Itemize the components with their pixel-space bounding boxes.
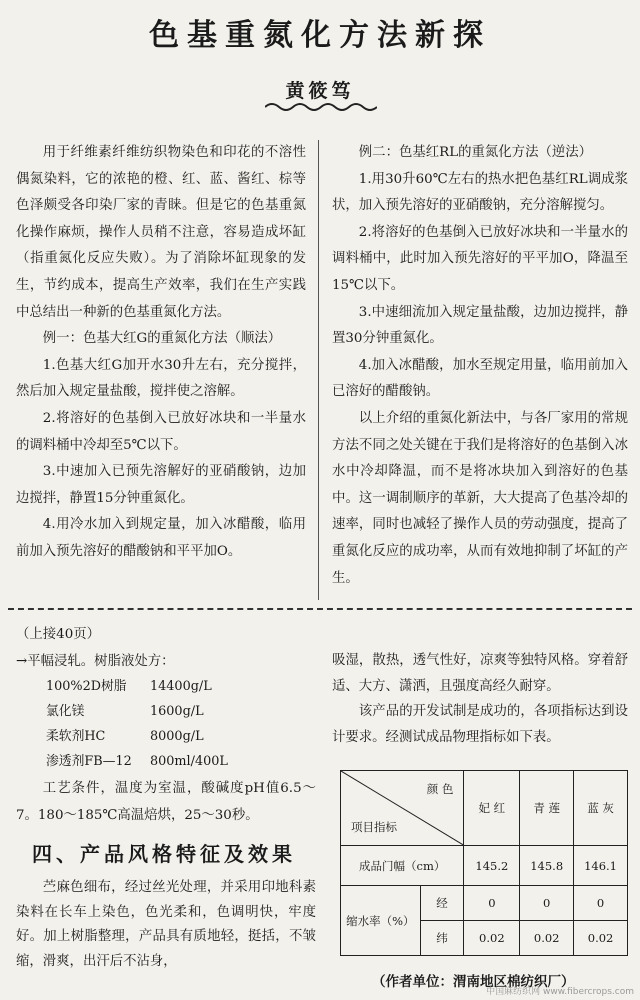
table-cell: 146.1 [574,846,628,886]
color-header: 青 莲 [520,771,574,846]
table-cell: 0 [520,886,574,921]
left-column [16,140,306,566]
table-cell: 0 [464,886,520,921]
example-one-heading: 例一：色基大红G的重氮化方法（顺法） [42,331,282,347]
table-cell: 0.02 [520,921,574,956]
physical-specs-table [340,770,628,956]
author-name: 黄筱笃 [285,80,355,102]
table-cell: 0.02 [464,921,520,956]
header-color-label: 颜 色 [426,782,454,796]
style-text: 吸湿，散热，透气性好，凉爽等独特风格。穿着舒适、大方、潇洒，且强度高经久耐穿。 [332,653,628,694]
row-label: 成品门幅（cm） [341,846,464,886]
example-two-step: 4.加入冰醋酸，加水至规定用量，临用前加入已溶好的醋酸钠。 [332,357,628,400]
conclusion-paragraph: 以上介绍的重氮化新法中，与各厂家用的常规方法不同之处关键在于我们是将溶好的色基倒入冰水中冷却降温，而不是将冰块加入到溶好的色基中。这一调制顺序的革新，大大提高了色基冷却的速率，同时也减轻了操作人员的劳动强度，提高了重氮化反应的成功率，从而有效地抑制了坏缸的产生。 [332,410,628,586]
color-header: 妃 红 [464,771,520,846]
results-text: 该产品的开发试制是成功的，各项指标达到设计要求。经测试成品物理指标如下表。 [332,704,628,745]
resin-formula [46,674,316,774]
example-one-step: 4.用冷水加入到规定量，加入冰醋酸，临用前加入预先溶好的醋酸钠和平平加O。 [16,517,306,559]
formula-amount: 800ml/400L [150,754,228,769]
row-label: 缩水率（%） [341,886,421,956]
table-corner-cell [341,771,464,846]
section-separator [8,608,632,610]
continued-note: （上接40页） [16,627,100,642]
formula-amount: 14400g/L [150,679,212,694]
formula-name: 柔软剂HC [46,729,106,744]
process-text: 工艺条件，温度为室温，酸碱度pH值6.5～7。180～185℃高温焙烘，25～30秒。 [16,781,316,823]
table-row [341,846,628,886]
formula-row [46,674,316,699]
wavy-underline [265,101,377,113]
example-one-step: 2.将溶好的色基倒入已放好冰块和一半量水的调料桶中冷却至5℃以下。 [16,410,306,453]
lower-right-text [332,648,628,750]
formula-name: 氯化镁 [46,704,85,719]
header-index-label: 项目指标 [351,820,397,834]
table-cell: 145.2 [464,846,520,886]
example-two-step: 1.用30升60℃左右的热水把色基红RL调成浆状，加入预先溶好的亚硝酸钠，充分溶解搅匀。 [332,171,628,214]
sub-label: 纬 [420,921,464,956]
table-cell: 0.02 [574,921,628,956]
author-affiliation: （作者单位：渭南地区棉纺织厂） [372,974,575,990]
right-column [332,140,628,592]
formula-row [46,749,316,774]
article-title: 色基重氮化方法新探 [149,18,491,53]
section-text: 苎麻色细布，经过丝光处理，并采用印地科素染料在长车上染色，色光柔和，色调明快，牢度好。加上树脂整理，产品具有质地轻，挺括，不皱缩，滑爽，出汗后不沾身， [16,880,316,969]
formula-name: 渗透剂FB—12 [46,754,132,769]
formula-row [46,724,316,749]
table-cell: 0 [574,886,628,921]
watermark: 中国麻纺织网 www.fibercrops.com [486,987,634,997]
formula-amount: 1600g/L [150,704,204,719]
section-body [16,876,316,974]
process-conditions [16,776,316,829]
example-two-step: 3.中速细流加入规定量盐酸，边加边搅拌，静置30分钟重氮化。 [332,304,628,347]
example-one-step: 1.色基大红G加开水30升左右，充分搅拌，然后加入规定量盐酸，搅拌使之溶解。 [16,357,306,400]
sub-label: 经 [420,886,464,921]
table-header-row [341,771,628,846]
padding-line: →平幅浸轧。树脂液处方： [16,653,175,669]
example-two-step: 2.将溶好的色基倒入已放好冰块和一半量水的调料桶中，此时加入预先溶好的平平加O，降温至15℃以下。 [332,224,628,293]
formula-row [46,699,316,724]
column-divider [318,140,319,600]
intro-paragraph: 用于纤维素纤维纺织物染色和印花的不溶性偶氮染料，它的浓艳的橙、红、蓝、酱红、棕等色泽颇受各印染厂家的青睐。但是它的色基重氮化操作麻烦，操作人员稍不注意，容易造成坏缸（指重氮化反应失败）。为了消除坏缸现象的发生，节约成本，提高生产效率，我们在生产实践中总结出一种新的色基重氮化方法。 [16,145,306,320]
example-one-step: 3.中速加入已预先溶解好的亚硝酸钠，边加边搅拌，静置15分钟重氮化。 [16,464,306,506]
example-two-heading: 例二：色基红RL的重氮化方法（逆法） [358,145,593,160]
table-cell: 145.8 [520,846,574,886]
lower-left-top [16,622,316,675]
formula-name: 100%2D树脂 [46,679,127,694]
table-row [341,886,628,921]
section-heading: 四、产品风格特征及效果 [32,842,296,866]
formula-amount: 8000g/L [150,729,204,744]
color-header: 蓝 灰 [574,771,628,846]
